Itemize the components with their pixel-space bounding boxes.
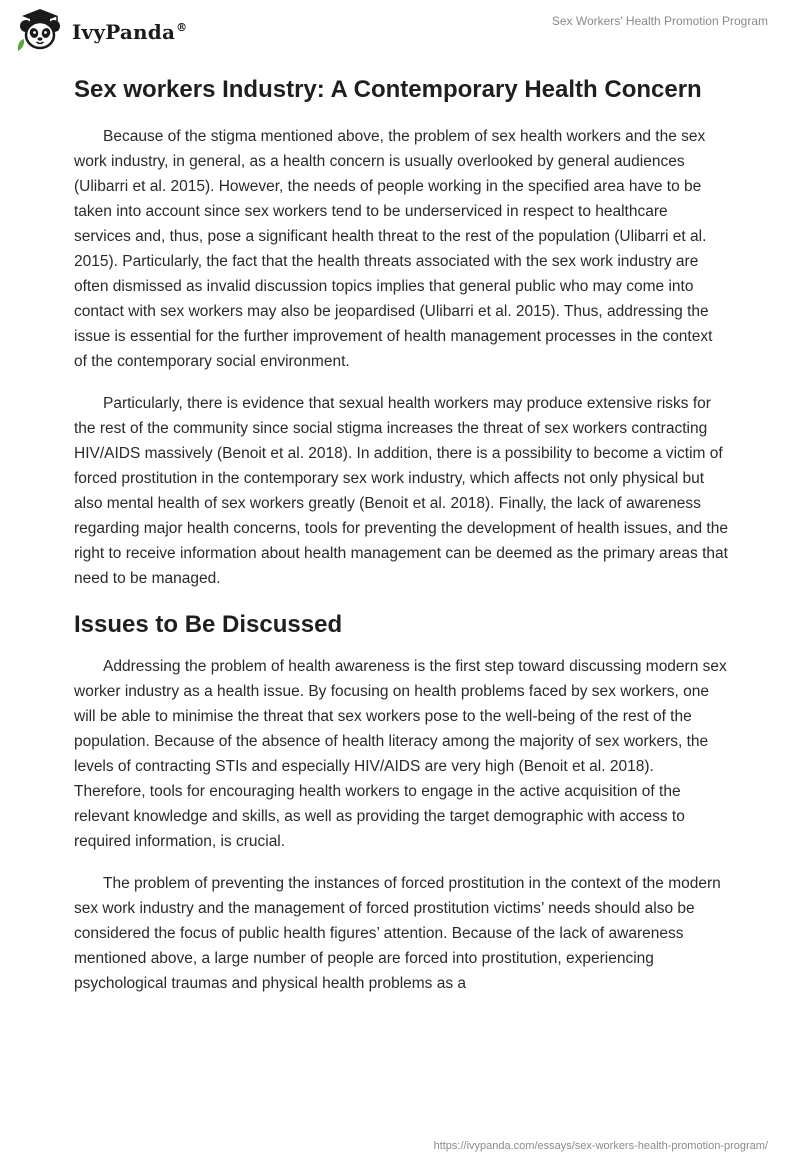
document-title: Sex Workers' Health Promotion Program [551,14,768,28]
panda-graduate-icon [14,7,66,53]
essay-body [74,72,728,1013]
body-paragraph: Particularly, there is evidence that sexual health workers may produce extensive risks for the rest of the community since social stigma increases the threat of sex workers contracting HIV/AIDS massively (Benoit et al. 2018). In addition, there is a possibility to become a victim of forced prostitution in the contemporary sex work industry, which affects not only physical but also mental health of sex workers greatly (Benoit et al. 2018). Finally, the lack of awareness regarding major health concerns, tools for preventing the development of health issues, and the right to receive information about health management can be deemed as the primary areas that need to be managed. [74,395,728,587]
page-header [0,0,800,60]
section-heading-contemporary-health-concern: Sex workers Industry: A Contemporary Health Concern [74,76,702,103]
body-paragraph: The problem of preventing the instances of forced prostitution in the context of the modern sex work industry and the management of forced prostitution victims’ needs should also be considered the focus of public health figures’ attention. Because of the lack of awareness mentioned above, a large number of people are forced into prostitution, experiencing psychological traumas and physical health problems as a [74,875,721,992]
section-heading-issues-to-be-discussed: Issues to Be Discussed [74,611,343,638]
body-paragraph: Because of the stigma mentioned above, the problem of sex health workers and the sex work industry, in general, as a health concern is usually overlooked by general audiences (Ulibarri et al. 2015). However, the needs of people working in the specified area have to be taken into account since sex workers tend to be underserviced in respect to healthcare services and, thus, pose a significant health threat to the rest of the population (Ulibarri et al. 2015). Particularly, the fact that the health threats associated with the sex work industry are often dismissed as invalid discussion topics implies that general public who may come into contact with sex workers may also be jeopardised (Ulibarri et al. 2015). Thus, addressing the issue is essential for the further improvement of health management processes in the context of the contemporary social environment. [74,128,713,370]
logo-wordmark: IvyPanda® [72,20,188,44]
ivypanda-logo[interactable] [14,7,187,53]
body-paragraph: Addressing the problem of health awareness is the first step toward discussing modern sex worker industry as a health issue. By focusing on health problems faced by sex workers, one will be able to minimise the threat that sex workers pose to the well-being of the rest of the population. Because of the absence of health literacy among the majority of sex workers, the levels of contracting STIs and especially HIV/AIDS are very high (Benoit et al. 2018). Therefore, tools for encouraging health workers to engage in the active acquisition of the relevant knowledge and skills, as well as providing the target demographic with access to required information, is crucial. [74,658,727,850]
footer-source-url[interactable]: https://ivypanda.com/essays/sex-workers-health-promotion-program/ [433,1140,768,1152]
